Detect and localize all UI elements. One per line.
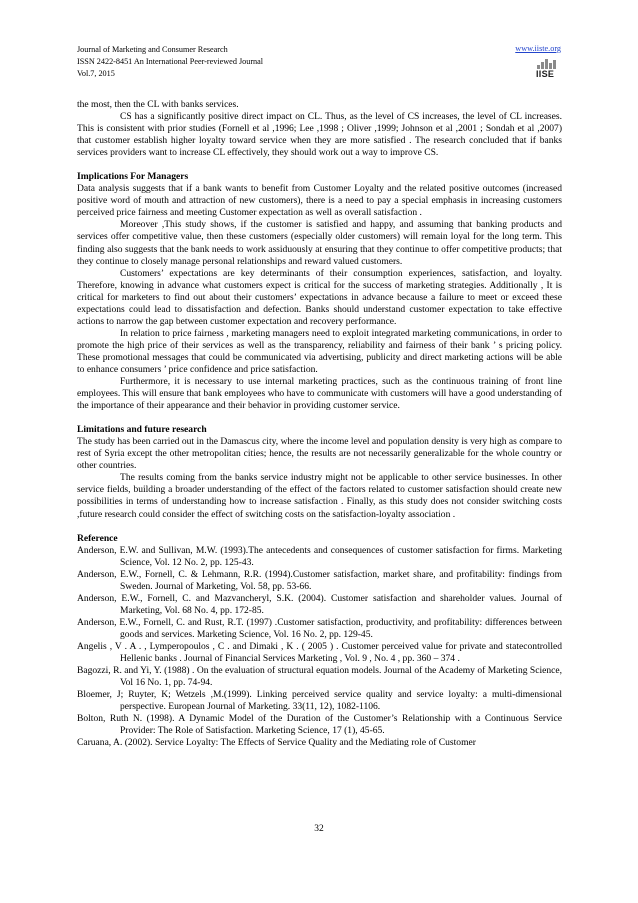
iiste-logo [536,58,560,80]
article-body [77,99,562,749]
journal-title: Journal of Marketing and Consumer Research [77,45,228,54]
page-header [77,44,263,81]
reference-item: Anderson, E.W., Fornell, C. & Lehmann, R.R. (1994).Customer satisfaction, market share, and profitability: findings from Sweden. Journal of Marketing, Vol. 58, pp. 53-66. [77,568,562,592]
paragraph: In relation to price fairness , marketing managers need to exploit integrated marketing communications, in order to promote the high price of their services as well as the transparency, reliability and fairness of their bank ’ s pricing policy. These promotional messages that could be communicated via advertising, publicity and direct marketing actions will be able to enhance consumers ’ price confidence and price satisfaction. [77,327,562,375]
reference-item: Angelis , V . A . , Lymperopoulos , C . and Dimaki , K . ( 2005 ) . Customer perceived value for private and statecontrolled Hellenic banks . Journal of Financial Services Marketing , Vol. 9 , No. 4 , pp. 360 – 374 . [77,640,562,665]
reference-item: Anderson, E.W., Fornell, C. and Mazvancheryl, S.K. (2004). Customer satisfaction and shareholder values. Journal of Marketing, Vol. 68 No. 4, pp. 172-85. [77,592,562,616]
section-heading-implications: Implications For Managers [77,171,189,183]
paragraph: The results coming from the banks service industry might not be applicable to other service businesses. In other service fields, building a broader understanding of the effect of the factors related to customer satisfaction should create new possibilities in terms of understanding how to increase satisfaction . Finally, as this study does not consider switching costs ,future research could consider the effect of switching costs on the satisfaction-loyalty association . [77,472,562,520]
paragraph: Moreover ,This study shows, if the customer is satisfied and happy, and assuming that banking products and services offer competitive value, then these customers (especially older customers) will remain loyal for the long term. This finding also suggests that the bank needs to work assiduously at ensuring that they continue to offer competitive products; that they continue to closely manage personal relationships and reward valued customers. [77,219,562,267]
reference-item: Bloemer, J; Ruyter, K; Wetzels ,M.(1999). Linking perceived service quality and service loyalty: a multi-dimensional perspective. European Journal of Marketing. 33(11, 12), 1082-1106. [77,689,562,713]
reference-item: Bagozzi, R. and Yi, Y. (1988) . On the evaluation of structural equation models. Journal of the Academy of Marketing Science, Vol 16 No. 1, pp. 74-94. [77,665,562,689]
journal-volume: Vol.7, 2015 [77,69,115,79]
logo-bars-icon [537,58,560,69]
logo-text: IISE [536,69,555,79]
reference-item: Anderson, E.W. and Sullivan, M.W. (1993).The antecedents and consequences of customer satisfaction for firms. Marketing Science, Vol. 12 No. 2, pp. 125-43. [77,544,562,568]
journal-issn: ISSN 2422-8451 An International Peer-reviewed Journal [77,57,264,67]
paragraph: CS has a significantly positive direct impact on CL. Thus, as the level of CS increases, the level of CL increases. This is consistent with prior studies (Fornell et al ,1996; Lee ,1998 ; Oliver ,1999; Johnson et al ,2001 ; Sondah et al ,2007) that customer establish higher loyalty toward service when they are more satisfied . The research concluded that if banks services providers want to increase CL effectively, they should work out a way to improve CS. [77,111,562,159]
paragraph: Data analysis suggests that if a bank wants to benefit from Customer Loyalty and the related positive outcomes (increased positive word of mouth and attraction of new customers), there is a need to pay a special emphasis in increasing customers perceived price fairness and meeting Customer expectation as well as overall satisfaction . [77,183,562,219]
page-number: 32 [314,824,324,834]
reference-item: Bolton, Ruth N. (1998). A Dynamic Model of the Duration of the Customer’s Relationship with a Continuous Service Provider: The Role of Satisfaction. Marketing Science, 17 (1), 45-65. [77,713,562,737]
section-heading-references: Reference [77,532,118,544]
reference-item: Anderson, E.W., Fornell, C. and Rust, R.T. (1997) .Customer satisfaction, productivity, and profitability: differences between goods and services. Marketing Science, Vol. 16 No. 2, pp. 129-45. [77,616,562,640]
paragraph: Furthermore, it is necessary to use internal marketing practices, such as the continuous training of front line employees. This will ensure that bank employees who have to communicate with customers will have a good understanding of the importance of their appearance and their behavior in providing customer service. [77,376,562,412]
journal-url-link[interactable]: www.iiste.org [515,44,561,53]
section-heading-limitations: Limitations and future research [77,424,207,436]
reference-item: Caruana, A. (2002). Service Loyalty: The Effects of Service Quality and the Mediating role of Customer [77,737,476,749]
paragraph: the most, then the CL with banks services. [77,99,239,110]
paragraph: Customers’ expectations are key determinants of their consumption experiences, satisfaction, and loyalty. Therefore, knowing in advance what customers expect is critical for the success of marketing strategies. Additionally , It is critical for marketers to find out about their customers’ expectations in advance because a failure to meet or exceed these expectations could lead to dissatisfaction and defection. Banks should understand customer expectation to take effective actions to narrow the gap between customer expectation and recovery performance. [77,267,562,327]
paragraph: The study has been carried out in the Damascus city, where the income level and population density is very high as compare to rest of Syria except the other metropolitan cities; hence, the results are not necessarily generalizable for the whole country or other countries. [77,436,562,472]
